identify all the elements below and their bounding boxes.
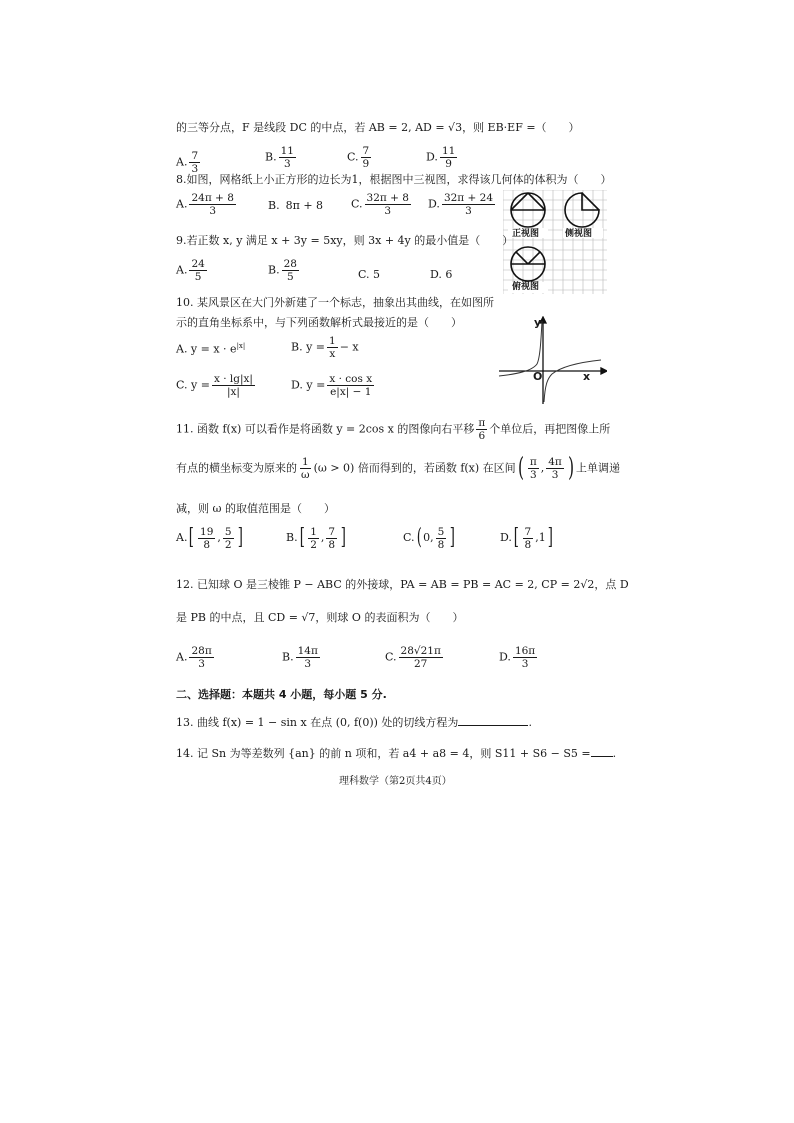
section-heading: 二、选择题：本题共 4 小题，每小题 5 分.	[176, 688, 387, 701]
q7-stem: 的三等分点，F 是线段 DC 的中点，若 AB = 2, AD = √3，则 EB·EF =（ ）	[176, 121, 580, 134]
q7-option-c: C. $\frac{7}{9}$	[347, 145, 370, 171]
q9-option-a: A. $\frac{24}{5}$	[176, 258, 205, 284]
q12-line2: 是 PB 的中点，且 CD = √7，则球 O 的表面积为（ ）	[176, 611, 464, 624]
q8-option-a: A. $\frac{24\pi + 8}{3}$	[176, 192, 234, 218]
axes	[499, 317, 607, 404]
q9-option-b: B. $\frac{28}{5}$	[268, 258, 297, 284]
three-view-figure	[503, 190, 607, 294]
q10-graph	[497, 316, 607, 406]
q12-line1: 12. 已知球 O 是三棱锥 P − ABC 的外接球，PA = AB = PB = AC = 2, CP = 2√2，点 D	[176, 578, 629, 591]
q11-option-a: A.[ $\frac{19}{8}$ , $\frac{5}{2}$ ]	[176, 525, 243, 551]
q13: 13. 曲线 f(x) = 1 − sin x 在点 (0, f(0)) 处的切线方程为 .	[176, 716, 532, 729]
page-footer: 理科数学（第2页共4页）	[339, 776, 452, 787]
q10-line2: 示的直角坐标系中，与下列函数解析式最接近的是（ ）	[176, 316, 462, 329]
q8-stem: 8.如图，网格纸上小正方形的边长为1，根据图中三视图，求得该几何体的体积为（ ）	[176, 173, 612, 186]
q8-option-c: C. $\frac{32\pi + 8}{3}$	[351, 192, 409, 218]
curve-right	[544, 360, 601, 402]
q13-answer-blank[interactable]	[458, 715, 528, 726]
front-view-label: 正视图	[512, 229, 540, 239]
q11-line3: 减，则 ω 的取值范围是（ ）	[176, 502, 335, 515]
q8-option-b: B. 8π + 8	[268, 199, 324, 212]
y-axis-label: y	[534, 316, 542, 329]
q10-line1: 10. 某风景区在大门外新建了一个标志，抽象出其曲线，在如图所	[176, 296, 494, 309]
q8-option-d: D. $\frac{32\pi + 24}{3}$	[428, 192, 494, 218]
side-view-label: 侧视图	[565, 229, 593, 239]
q10-option-d: D. y = $\frac{\text{x · cos x}}{e|x| - 1}$	[291, 373, 373, 399]
q12-option-b: B. $\frac{14\pi}{3}$	[282, 645, 318, 671]
q12-option-c: C. $\frac{28√21\pi}{27}$	[385, 645, 441, 671]
q7-option-a: A. $\frac{7}{3}$	[176, 150, 199, 176]
q9-option-c: C. 5	[358, 268, 381, 281]
q11-line2: 有点的横坐标变为原来的 $\frac{1}{\omega}$ (ω > 0) 倍而得到的，若函数 f(x) 在区间( $\frac{\pi}{3}$ , $\frac{4\pi}{3}$ ) 上单调递	[176, 453, 620, 483]
q11-option-b: B.[ $\frac{1}{2}$ , $\frac{7}{8}$ ]	[286, 525, 346, 551]
q14-answer-blank[interactable]	[591, 746, 613, 757]
origin-label: O	[533, 370, 543, 383]
q7-option-d: D. $\frac{11}{9}$	[426, 145, 456, 171]
front-view-shape	[511, 193, 545, 227]
q10-option-b: B. y = $\frac{1}{x}$ − x	[291, 335, 359, 361]
q11-line1: 11. 函数 f(x) 可以看作是将函数 y = 2cos x 的图像向右平移 $\frac{\pi}{6}$ 个单位后，再把图像上所	[176, 417, 611, 443]
q9-stem: 9.若正数 x, y 满足 x + 3y = 5xy，则 3x + 4y 的最小值是（ ）	[176, 234, 514, 247]
q12-option-d: D. $\frac{16\pi}{3}$	[499, 645, 536, 671]
q10-option-a: A. $y = x \cdot e^{|x|}$	[176, 342, 246, 356]
q9-option-d: D. 6	[430, 268, 453, 281]
q11-option-c: C.( 0, $\frac{5}{8}$ ]	[403, 525, 456, 551]
q14: 14. 记 Sn 为等差数列 {an} 的前 n 项和，若 a4 + a8 = 4，则 S11 + S6 − S5 = .	[176, 747, 617, 760]
q7-option-b: B. $\frac{11}{3}$	[265, 145, 294, 171]
top-view-label: 俯视图	[512, 282, 540, 292]
top-view-shape	[511, 247, 545, 281]
x-axis-label: x	[583, 370, 591, 383]
q11-option-d: D.[ $\frac{7}{8}$ ,1]	[500, 525, 553, 551]
curve-left	[499, 321, 542, 376]
q10-option-c: C. y = $\frac{x \cdot \lg|x|}{|x|}$	[176, 373, 253, 399]
q12-option-a: A. $\frac{28\pi}{3}$	[176, 645, 212, 671]
